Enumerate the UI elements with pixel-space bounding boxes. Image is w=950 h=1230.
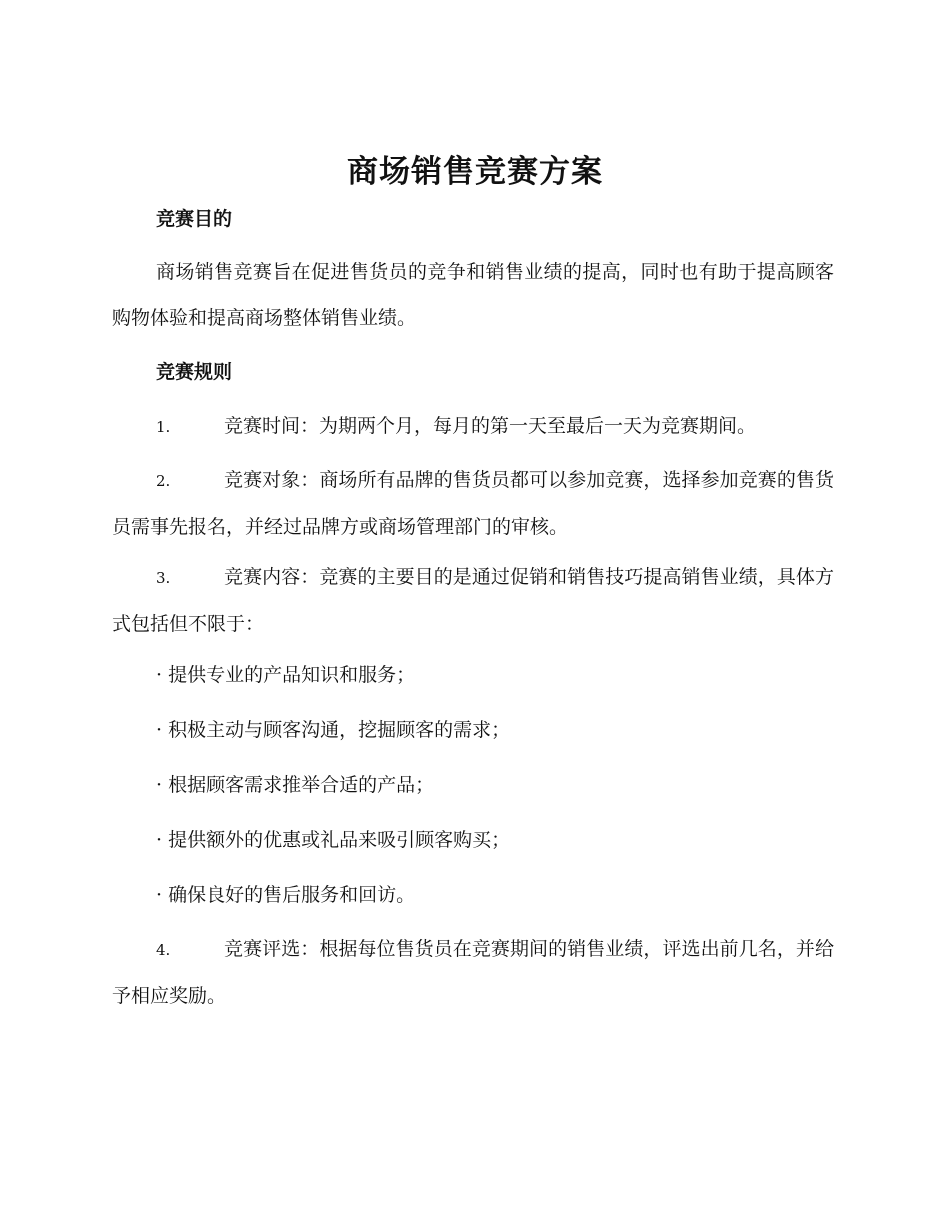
document-title: 商场销售竞赛方案 [347, 154, 603, 190]
purpose-paragraph: 商场销售竞赛旨在促进售货员的竞争和销售业绩的提高，同时也有助于提高顾客购物体验和提高商场整体销售业绩。 [112, 261, 834, 329]
bullet-item: · 积极主动与顾客沟通，挖掘顾客的需求； [156, 719, 511, 741]
rule-number: 3. [156, 569, 171, 587]
bullet-item: · 提供专业的产品知识和服务； [156, 664, 416, 686]
rule-item-3 [112, 554, 834, 647]
rule-number: 2. [156, 472, 171, 490]
rule-text: 竞赛评选：根据每位售货员在竞赛期间的销售业绩，评选出前几名，并给予相应奖励。 [112, 938, 834, 1007]
rule-item-4 [112, 926, 834, 1019]
rule-text: 竞赛内容：竞赛的主要目的是通过促销和销售技巧提高销售业绩，具体方式包括但不限于： [112, 566, 834, 635]
bullet-item: · 根据顾客需求推举合适的产品； [156, 774, 435, 796]
bullet-item: · 确保良好的售后服务和回访。 [156, 884, 416, 906]
rule-number: 1. [156, 418, 171, 436]
rule-text: 竞赛对象：商场所有品牌的售货员都可以参加竞赛，选择参加竞赛的售货员需事先报名，并经过品牌方或商场管理部门的审核。 [112, 469, 834, 538]
bullet-item: · 提供额外的优惠或礼品来吸引顾客购买； [156, 829, 511, 851]
section-heading-rules: 竞赛规则 [156, 361, 233, 383]
rule-text: 竞赛时间：为期两个月，每月的第一天至最后一天为竞赛期间。 [224, 415, 757, 437]
section-heading-purpose: 竞赛目的 [156, 208, 233, 230]
rule-number: 4. [156, 941, 171, 959]
rule-item-2 [112, 457, 834, 550]
rule-item-1 [112, 403, 834, 450]
